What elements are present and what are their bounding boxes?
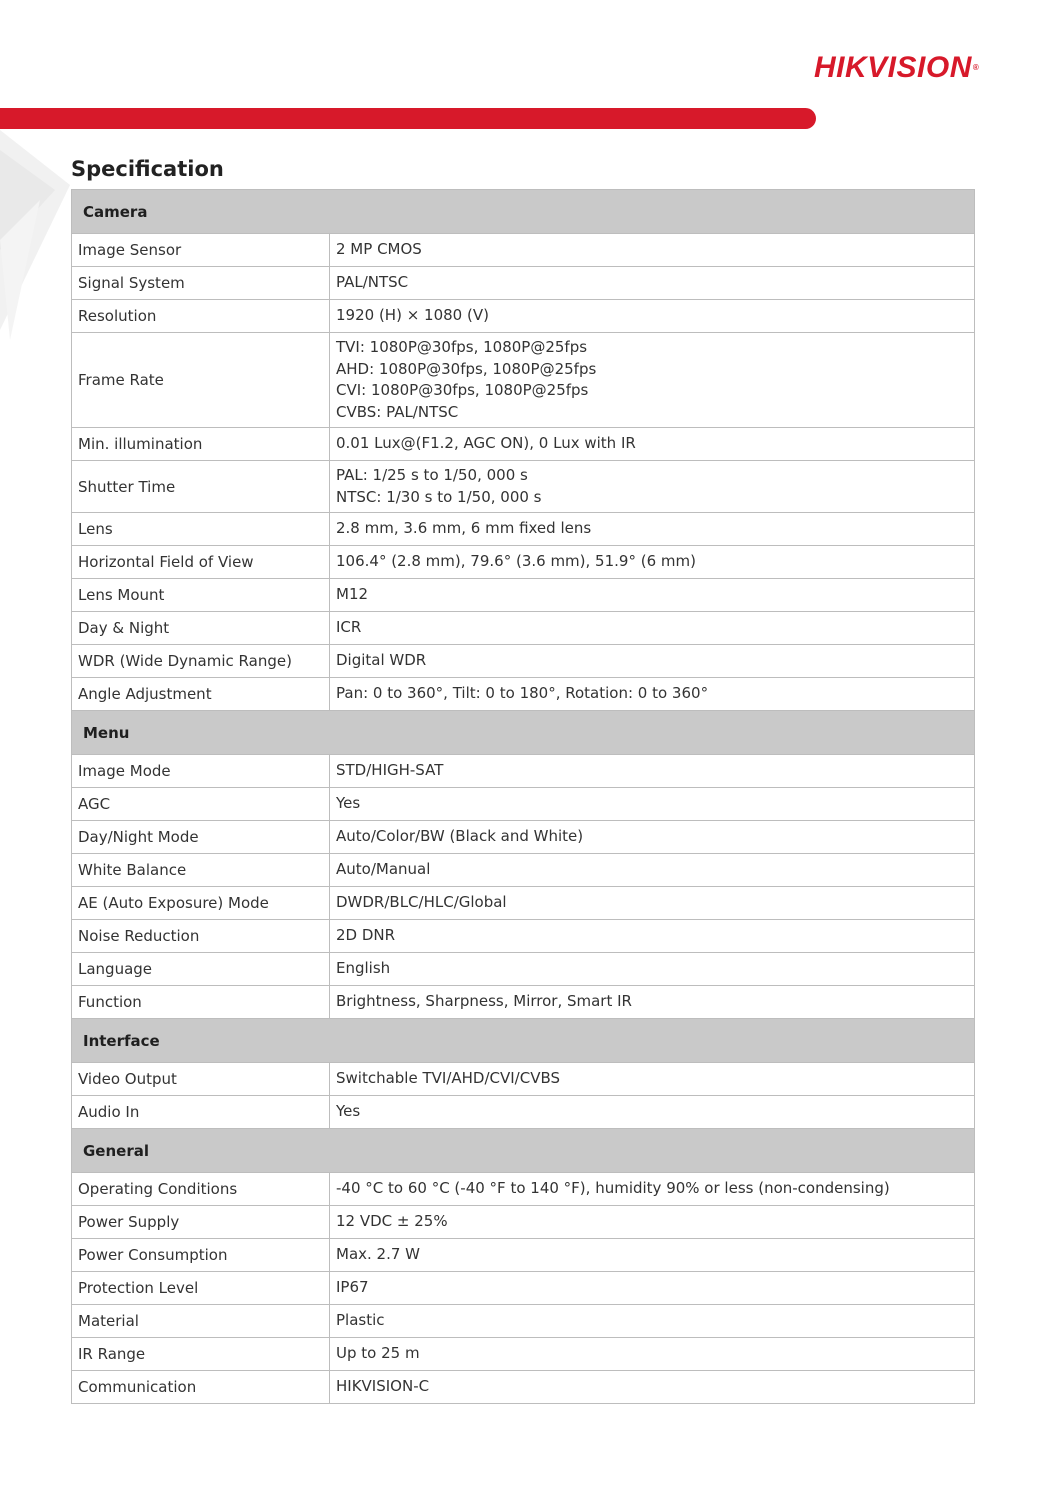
spec-label: Noise Reduction [72,920,330,953]
spec-value [330,1272,975,1305]
spec-value-line: English [336,959,391,978]
spec-value [330,1173,975,1206]
spec-row [72,1272,975,1305]
spec-value [330,953,975,986]
spec-row [72,1239,975,1272]
spec-value-line: STD/HIGH-SAT [336,761,444,780]
spec-value-line: 0.01 Lux@(F1.2, AGC ON), 0 Lux with IR [336,434,636,453]
spec-row [72,513,975,546]
spec-label: AE (Auto Exposure) Mode [72,887,330,920]
spec-value-line: Yes [336,794,361,813]
spec-label: Power Consumption [72,1239,330,1272]
spec-value [330,788,975,821]
spec-value [330,234,975,267]
spec-row [72,428,975,461]
spec-value-line: CVI: 1080P@30fps, 1080P@25fps [336,381,589,399]
spec-value [330,755,975,788]
spec-value [330,1063,975,1096]
spec-value-line: ICR [336,618,362,637]
spec-value [330,1096,975,1129]
section-title: Camera [72,190,975,234]
spec-value [330,821,975,854]
section-title: Interface [72,1019,975,1063]
spec-row [72,1206,975,1239]
spec-row [72,678,975,711]
section-header-row [72,1019,975,1063]
header-red-bar [0,108,816,129]
trademark-symbol: ® [972,63,980,72]
spec-value-line: Brightness, Sharpness, Mirror, Smart IR [336,992,632,1011]
spec-row [72,333,975,428]
specification-table-body [72,190,975,1404]
spec-value-line: NTSC: 1/30 s to 1/50, 000 s [336,487,542,506]
section-header-row [72,711,975,755]
spec-value [330,612,975,645]
spec-value-line: 1920 (H) × 1080 (V) [336,306,489,325]
spec-row [72,612,975,645]
page-title: Specification [71,157,224,181]
spec-row [72,1096,975,1129]
spec-row [72,821,975,854]
spec-row [72,1371,975,1404]
spec-row [72,300,975,333]
spec-label: Signal System [72,267,330,300]
spec-value-line: CVBS: PAL/NTSC [336,402,459,421]
spec-row [72,1305,975,1338]
decorative-shard-graphic [0,130,80,350]
spec-value [330,854,975,887]
spec-value-line: 12 VDC ± 25% [336,1212,448,1231]
spec-label: Operating Conditions [72,1173,330,1206]
spec-value-line: Up to 25 m [336,1344,420,1363]
spec-label: WDR (Wide Dynamic Range) [72,645,330,678]
spec-label: Lens [72,513,330,546]
spec-value-line: 2D DNR [336,926,396,945]
spec-label: Shutter Time [72,461,330,513]
section-title: General [72,1129,975,1173]
spec-label: Angle Adjustment [72,678,330,711]
spec-label: Communication [72,1371,330,1404]
spec-label: Image Mode [72,755,330,788]
spec-value [330,1371,975,1404]
spec-value [330,1338,975,1371]
spec-value [330,887,975,920]
spec-label: Frame Rate [72,333,330,428]
spec-value [330,1206,975,1239]
spec-row [72,546,975,579]
spec-label: IR Range [72,1338,330,1371]
spec-value-line: Plastic [336,1311,385,1330]
spec-value [330,267,975,300]
section-header-row [72,1129,975,1173]
spec-value [330,300,975,333]
spec-value-line: Yes [336,1102,361,1121]
spec-label: Function [72,986,330,1019]
spec-value-line: IP67 [336,1278,369,1297]
spec-value [330,986,975,1019]
spec-label: Protection Level [72,1272,330,1305]
spec-row [72,788,975,821]
spec-value-line: AHD: 1080P@30fps, 1080P@25fps [336,359,597,378]
spec-value [330,1305,975,1338]
spec-label: White Balance [72,854,330,887]
spec-row [72,267,975,300]
spec-value-line: -40 °C to 60 °C (-40 °F to 140 °F), humidity 90% or less (non-condensing) [336,1179,890,1198]
spec-value-line: HIKVISION-C [336,1377,430,1396]
spec-value-line: Pan: 0 to 360°, Tilt: 0 to 180°, Rotation: 0 to 360° [336,684,709,703]
brand-name: HIKVISION [814,51,972,84]
spec-value [330,428,975,461]
spec-row [72,755,975,788]
spec-value-line: M12 [336,585,369,604]
spec-value-line: 106.4° (2.8 mm), 79.6° (3.6 mm), 51.9° (6 mm) [336,552,696,571]
spec-label: Video Output [72,1063,330,1096]
section-header-row [72,190,975,234]
section-title: Menu [72,711,975,755]
spec-value [330,546,975,579]
specification-table [71,189,975,1404]
spec-value-line: DWDR/BLC/HLC/Global [336,893,507,912]
spec-value [330,461,975,513]
spec-value [330,678,975,711]
spec-value [330,920,975,953]
hikvision-logo [814,50,1014,86]
spec-value-line: Digital WDR [336,651,427,670]
spec-value-line: PAL/NTSC [336,273,409,292]
spec-label: Material [72,1305,330,1338]
spec-value-line: Auto/Manual [336,860,431,879]
spec-value-line: PAL: 1/25 s to 1/50, 000 s [336,466,528,484]
spec-row [72,234,975,267]
spec-value [330,645,975,678]
spec-label: Language [72,953,330,986]
spec-row [72,1173,975,1206]
spec-row [72,887,975,920]
spec-row [72,920,975,953]
spec-row [72,645,975,678]
spec-value [330,333,975,428]
spec-label: AGC [72,788,330,821]
spec-label: Audio In [72,1096,330,1129]
spec-row [72,1338,975,1371]
spec-value-line: 2.8 mm, 3.6 mm, 6 mm fixed lens [336,519,592,538]
spec-label: Min. illumination [72,428,330,461]
spec-label: Lens Mount [72,579,330,612]
spec-value-line: Auto/Color/BW (Black and White) [336,827,584,846]
spec-label: Image Sensor [72,234,330,267]
spec-label: Day/Night Mode [72,821,330,854]
spec-row [72,953,975,986]
spec-row [72,1063,975,1096]
spec-label: Horizontal Field of View [72,546,330,579]
spec-row [72,579,975,612]
spec-value [330,1239,975,1272]
spec-value-line: 2 MP CMOS [336,240,422,259]
spec-value-line: Switchable TVI/AHD/CVI/CVBS [336,1069,561,1088]
spec-value [330,579,975,612]
spec-label: Resolution [72,300,330,333]
spec-row [72,986,975,1019]
spec-label: Power Supply [72,1206,330,1239]
spec-value [330,513,975,546]
spec-row [72,854,975,887]
spec-value-line: Max. 2.7 W [336,1245,421,1264]
spec-row [72,461,975,513]
spec-label: Day & Night [72,612,330,645]
spec-value-line: TVI: 1080P@30fps, 1080P@25fps [336,338,588,356]
